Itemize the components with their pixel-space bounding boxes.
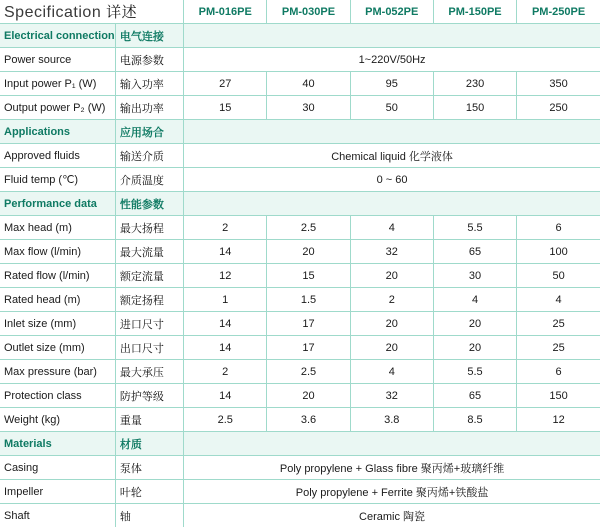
row-value-2: 20 — [267, 240, 350, 264]
table-row — [0, 456, 600, 480]
table-row — [0, 264, 600, 288]
row-value-shared: 1~220V/50Hz — [184, 48, 600, 72]
row-label-en: Fluid temp (℃) — [0, 168, 115, 192]
row-label-en: Rated head (m) — [0, 288, 115, 312]
row-value-shared: 0 ~ 60 — [184, 168, 600, 192]
row-label-en: Max pressure (bar) — [0, 360, 115, 384]
table-row — [0, 48, 600, 72]
row-value-3: 4 — [350, 216, 433, 240]
row-value-1: 15 — [184, 96, 267, 120]
row-value-5: 6 — [517, 360, 600, 384]
row-label-cn: 输入功率 — [115, 72, 183, 96]
row-label-en: Inlet size (mm) — [0, 312, 115, 336]
section-row — [0, 120, 600, 144]
row-value-1: 14 — [184, 384, 267, 408]
row-label-en: Max head (m) — [0, 216, 115, 240]
table-row — [0, 480, 600, 504]
row-label-cn: 轴 — [115, 504, 183, 527]
row-label-cn: 最大流量 — [115, 240, 183, 264]
row-value-5: 6 — [517, 216, 600, 240]
row-value-1: 14 — [184, 336, 267, 360]
row-value-3: 32 — [350, 240, 433, 264]
table-row — [0, 216, 600, 240]
row-label-cn: 电源参数 — [115, 48, 183, 72]
row-value-5: 350 — [517, 72, 600, 96]
table-row — [0, 312, 600, 336]
row-value-1: 1 — [184, 288, 267, 312]
row-value-1: 14 — [184, 312, 267, 336]
row-value-shared: Poly propylene + Ferrite 聚丙烯+铁酸盐 — [184, 480, 600, 504]
row-label-cn: 出口尺寸 — [115, 336, 183, 360]
section-row — [0, 432, 600, 456]
row-label-en: Rated flow (l/min) — [0, 264, 115, 288]
row-label-cn: 输出功率 — [115, 96, 183, 120]
row-value-4: 5.5 — [433, 360, 516, 384]
row-value-3: 20 — [350, 264, 433, 288]
row-value-2: 3.6 — [267, 408, 350, 432]
section-label-en: Electrical connection — [0, 24, 115, 48]
row-value-5: 12 — [517, 408, 600, 432]
table-row — [0, 168, 600, 192]
row-value-3: 2 — [350, 288, 433, 312]
row-label-en: Outlet size (mm) — [0, 336, 115, 360]
model-header-1: PM-016PE — [184, 0, 267, 24]
table-row — [0, 144, 600, 168]
row-value-5: 25 — [517, 312, 600, 336]
section-label-en: Applications — [0, 120, 115, 144]
table-row — [0, 240, 600, 264]
row-value-1: 2 — [184, 360, 267, 384]
row-value-1: 2.5 — [184, 408, 267, 432]
row-label-cn: 重量 — [115, 408, 183, 432]
row-value-4: 65 — [433, 384, 516, 408]
row-label-cn: 最大扬程 — [115, 216, 183, 240]
row-label-cn: 泵体 — [115, 456, 183, 480]
section-row — [0, 192, 600, 216]
row-value-4: 20 — [433, 312, 516, 336]
table-header-row — [0, 0, 600, 24]
row-value-2: 2.5 — [267, 216, 350, 240]
row-value-3: 3.8 — [350, 408, 433, 432]
row-value-5: 150 — [517, 384, 600, 408]
row-value-2: 17 — [267, 312, 350, 336]
table-row — [0, 288, 600, 312]
table-row — [0, 360, 600, 384]
row-value-2: 15 — [267, 264, 350, 288]
table-row — [0, 72, 600, 96]
row-label-en: Casing — [0, 456, 115, 480]
section-label-cn: 电气连接 — [115, 24, 183, 48]
section-spacer — [184, 24, 600, 48]
row-value-5: 250 — [517, 96, 600, 120]
row-value-5: 4 — [517, 288, 600, 312]
row-value-4: 150 — [433, 96, 516, 120]
row-value-3: 50 — [350, 96, 433, 120]
row-value-4: 65 — [433, 240, 516, 264]
row-label-en: Approved fluids — [0, 144, 115, 168]
row-label-en: Weight (kg) — [0, 408, 115, 432]
table-row — [0, 336, 600, 360]
row-value-2: 17 — [267, 336, 350, 360]
row-label-cn: 介质温度 — [115, 168, 183, 192]
model-header-3: PM-052PE — [350, 0, 433, 24]
section-spacer — [184, 432, 600, 456]
row-label-cn: 额定扬程 — [115, 288, 183, 312]
row-value-shared: Poly propylene + Glass fibre 聚丙烯+玻璃纤维 — [184, 456, 600, 480]
table-row — [0, 384, 600, 408]
row-value-4: 8.5 — [433, 408, 516, 432]
row-value-shared: Chemical liquid 化学液体 — [184, 144, 600, 168]
row-label-cn: 最大承压 — [115, 360, 183, 384]
row-label-en: Power source — [0, 48, 115, 72]
section-spacer — [184, 120, 600, 144]
row-value-2: 1.5 — [267, 288, 350, 312]
section-label-cn: 材质 — [115, 432, 183, 456]
model-header-2: PM-030PE — [267, 0, 350, 24]
row-value-4: 4 — [433, 288, 516, 312]
section-label-cn: 应用场合 — [115, 120, 183, 144]
table-row — [0, 96, 600, 120]
row-value-3: 95 — [350, 72, 433, 96]
section-spacer — [184, 192, 600, 216]
row-label-en: Protection class — [0, 384, 115, 408]
section-label-cn: 性能参数 — [115, 192, 183, 216]
row-label-en: Input power P₁ (W) — [0, 72, 115, 96]
table-row — [0, 504, 600, 527]
table-row — [0, 408, 600, 432]
row-value-5: 25 — [517, 336, 600, 360]
row-value-2: 40 — [267, 72, 350, 96]
row-value-4: 5.5 — [433, 216, 516, 240]
page-title-cn: 详述 — [106, 4, 137, 21]
model-header-5: PM-250PE — [517, 0, 600, 24]
row-label-en: Output power P₂ (W) — [0, 96, 115, 120]
row-value-5: 100 — [517, 240, 600, 264]
section-label-en: Materials — [0, 432, 115, 456]
row-value-1: 12 — [184, 264, 267, 288]
page-title-en: Specification — [4, 4, 101, 21]
model-header-4: PM-150PE — [433, 0, 516, 24]
row-value-3: 20 — [350, 336, 433, 360]
section-label-en: Performance data — [0, 192, 115, 216]
row-value-3: 4 — [350, 360, 433, 384]
row-value-5: 50 — [517, 264, 600, 288]
row-label-cn: 额定流量 — [115, 264, 183, 288]
row-value-1: 14 — [184, 240, 267, 264]
row-label-cn: 进口尺寸 — [115, 312, 183, 336]
row-value-4: 20 — [433, 336, 516, 360]
row-value-3: 20 — [350, 312, 433, 336]
row-label-en: Max flow (l/min) — [0, 240, 115, 264]
row-value-4: 230 — [433, 72, 516, 96]
row-value-2: 20 — [267, 384, 350, 408]
row-label-cn: 叶轮 — [115, 480, 183, 504]
row-value-2: 30 — [267, 96, 350, 120]
row-value-1: 2 — [184, 216, 267, 240]
row-label-en: Impeller — [0, 480, 115, 504]
row-value-4: 30 — [433, 264, 516, 288]
section-row — [0, 24, 600, 48]
row-value-shared: Ceramic 陶瓷 — [184, 504, 600, 527]
row-value-3: 32 — [350, 384, 433, 408]
page-title — [0, 0, 184, 24]
row-label-en: Shaft — [0, 504, 115, 527]
row-label-cn: 防护等级 — [115, 384, 183, 408]
row-value-2: 2.5 — [267, 360, 350, 384]
row-label-cn: 输送介质 — [115, 144, 183, 168]
row-value-1: 27 — [184, 72, 267, 96]
